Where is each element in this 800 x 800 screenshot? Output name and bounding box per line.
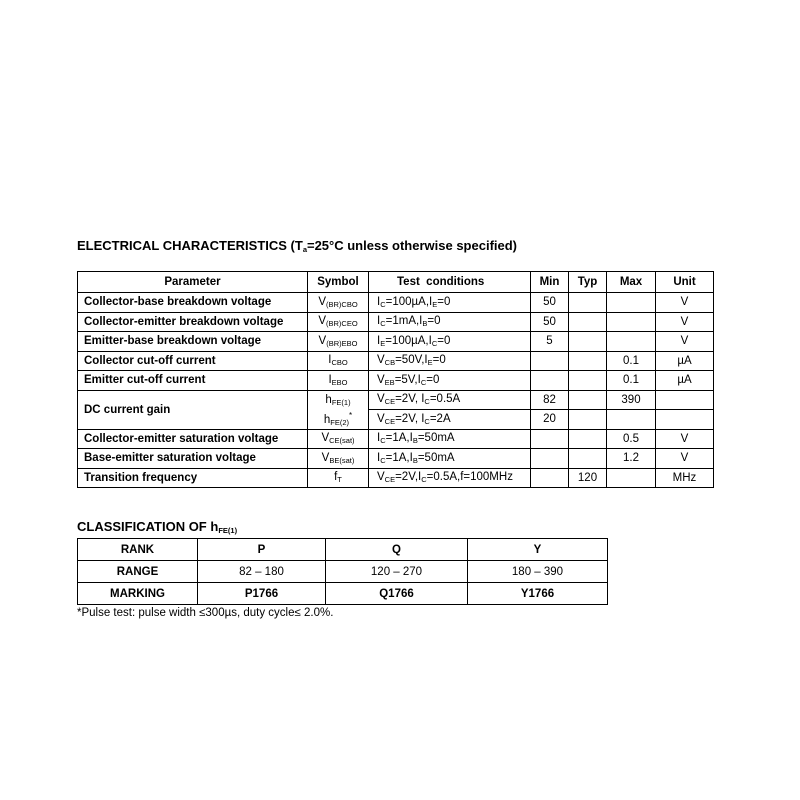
table-row (78, 561, 608, 583)
test-conditions-cell: $V_{CB}=50V,I_E=0$ (369, 351, 531, 371)
header-typ: Typ (569, 272, 607, 293)
table-row (78, 390, 714, 410)
typ-cell (569, 312, 607, 332)
max-cell (607, 410, 656, 430)
range-p: 82 – 180 (198, 561, 326, 583)
header-unit: Unit (656, 272, 714, 293)
typ-cell (569, 351, 607, 371)
typ-cell (569, 293, 607, 313)
max-cell (607, 468, 656, 488)
table-row (78, 539, 608, 561)
rank-p: P (198, 539, 326, 561)
rank-label: RANK (78, 539, 198, 561)
unit-cell: V (656, 332, 714, 352)
parameter-cell: Base-emitter saturation voltage (78, 449, 308, 469)
header-test-conditions: Test conditions (369, 272, 531, 293)
symbol-cell: $V_{CE(sat)}$ (308, 429, 369, 449)
typ-cell (569, 390, 607, 410)
max-cell (607, 312, 656, 332)
min-cell: 50 (531, 293, 569, 313)
unit-cell: V (656, 293, 714, 313)
marking-q: Q1766 (326, 583, 468, 605)
max-cell: 0.5 (607, 429, 656, 449)
test-conditions-cell: $I_C=1A,I_B=50mA$ (369, 449, 531, 469)
table-row (78, 449, 714, 469)
typ-cell (569, 449, 607, 469)
symbol-cell: $V_{BE(sat)}$ (308, 449, 369, 469)
min-cell: 20 (531, 410, 569, 430)
max-cell (607, 332, 656, 352)
marking-label: MARKING (78, 583, 198, 605)
pulse-test-footnote: *Pulse test: pulse width ≤300µs, duty cycle≤ 2.0%. (77, 607, 334, 619)
table-row (78, 332, 714, 352)
range-y: 180 – 390 (468, 561, 608, 583)
marking-y: Y1766 (468, 583, 608, 605)
range-label: RANGE (78, 561, 198, 583)
test-conditions-cell: $I_C=1mA,I_B=0$ (369, 312, 531, 332)
parameter-cell: Collector cut-off current (78, 351, 308, 371)
parameter-cell: Collector-emitter breakdown voltage (78, 312, 308, 332)
header-max: Max (607, 272, 656, 293)
table-row (78, 468, 714, 488)
symbol-cell: $I_{CBO}$ (308, 351, 369, 371)
symbol-cell: $h_{FE(2)}^*$ (308, 410, 369, 430)
table-row (78, 312, 714, 332)
max-cell (607, 293, 656, 313)
symbol-cell: $h_{FE(1)}$ (308, 390, 369, 410)
unit-cell: µA (656, 371, 714, 391)
typ-cell (569, 332, 607, 352)
min-cell: 5 (531, 332, 569, 352)
test-conditions-cell: $I_C=1A,I_B=50mA$ (369, 429, 531, 449)
test-conditions-cell: $V_{CE}=2V$, $I_C=0.5A$ (369, 390, 531, 410)
unit-cell (656, 410, 714, 430)
rank-q: Q (326, 539, 468, 561)
unit-cell: V (656, 312, 714, 332)
parameter-cell: Transition frequency (78, 468, 308, 488)
max-cell: 390 (607, 390, 656, 410)
min-cell: 82 (531, 390, 569, 410)
min-cell (531, 351, 569, 371)
table-row (78, 351, 714, 371)
parameter-cell: Emitter cut-off current (78, 371, 308, 391)
symbol-cell: $V_{(BR)CBO}$ (308, 293, 369, 313)
max-cell: 0.1 (607, 371, 656, 391)
marking-p: P1766 (198, 583, 326, 605)
header-symbol: Symbol (308, 272, 369, 293)
header-parameter: Parameter (78, 272, 308, 293)
table-row (78, 429, 714, 449)
table-row (78, 293, 714, 313)
typ-cell (569, 371, 607, 391)
unit-cell: MHz (656, 468, 714, 488)
test-conditions-cell: $V_{CE}=2V,I_C=0.5A,f=100MHz$ (369, 468, 531, 488)
unit-cell: V (656, 449, 714, 469)
symbol-cell: $I_{EBO}$ (308, 371, 369, 391)
table-header-row (78, 272, 714, 293)
rank-y: Y (468, 539, 608, 561)
table-row (78, 371, 714, 391)
electrical-characteristics-title: ELECTRICAL CHARACTERISTICS ($T_a=25^\circ C$ unless otherwise specified) (77, 238, 518, 254)
parameter-cell: Collector-emitter saturation voltage (78, 429, 308, 449)
test-conditions-cell: $I_C=100\mu A,I_E=0$ (369, 293, 531, 313)
unit-cell (656, 390, 714, 410)
test-conditions-cell: $V_{CE}=2V$, $I_C=2A$ (369, 410, 531, 430)
min-cell (531, 449, 569, 469)
min-cell (531, 371, 569, 391)
symbol-cell: $f_T$ (308, 468, 369, 488)
typ-cell (569, 410, 607, 430)
unit-cell: µA (656, 351, 714, 371)
max-cell: 1.2 (607, 449, 656, 469)
classification-title: CLASSIFICATION OF $h_{FE(1)}$ (77, 519, 238, 535)
parameter-cell: Collector-base breakdown voltage (78, 293, 308, 313)
electrical-characteristics-table (77, 271, 714, 488)
typ-cell: 120 (569, 468, 607, 488)
test-conditions-cell: $I_E=100\mu A,I_C=0$ (369, 332, 531, 352)
min-cell (531, 468, 569, 488)
table-row (78, 583, 608, 605)
max-cell: 0.1 (607, 351, 656, 371)
parameter-cell: DC current gain (78, 390, 308, 429)
typ-cell (569, 429, 607, 449)
symbol-cell: $V_{(BR)EBO}$ (308, 332, 369, 352)
unit-cell: V (656, 429, 714, 449)
range-q: 120 – 270 (326, 561, 468, 583)
parameter-cell: Emitter-base breakdown voltage (78, 332, 308, 352)
symbol-cell: $V_{(BR)CEO}$ (308, 312, 369, 332)
header-min: Min (531, 272, 569, 293)
min-cell (531, 429, 569, 449)
test-conditions-cell: $V_{EB}=5V,I_C=0$ (369, 371, 531, 391)
classification-table (77, 538, 608, 605)
min-cell: 50 (531, 312, 569, 332)
